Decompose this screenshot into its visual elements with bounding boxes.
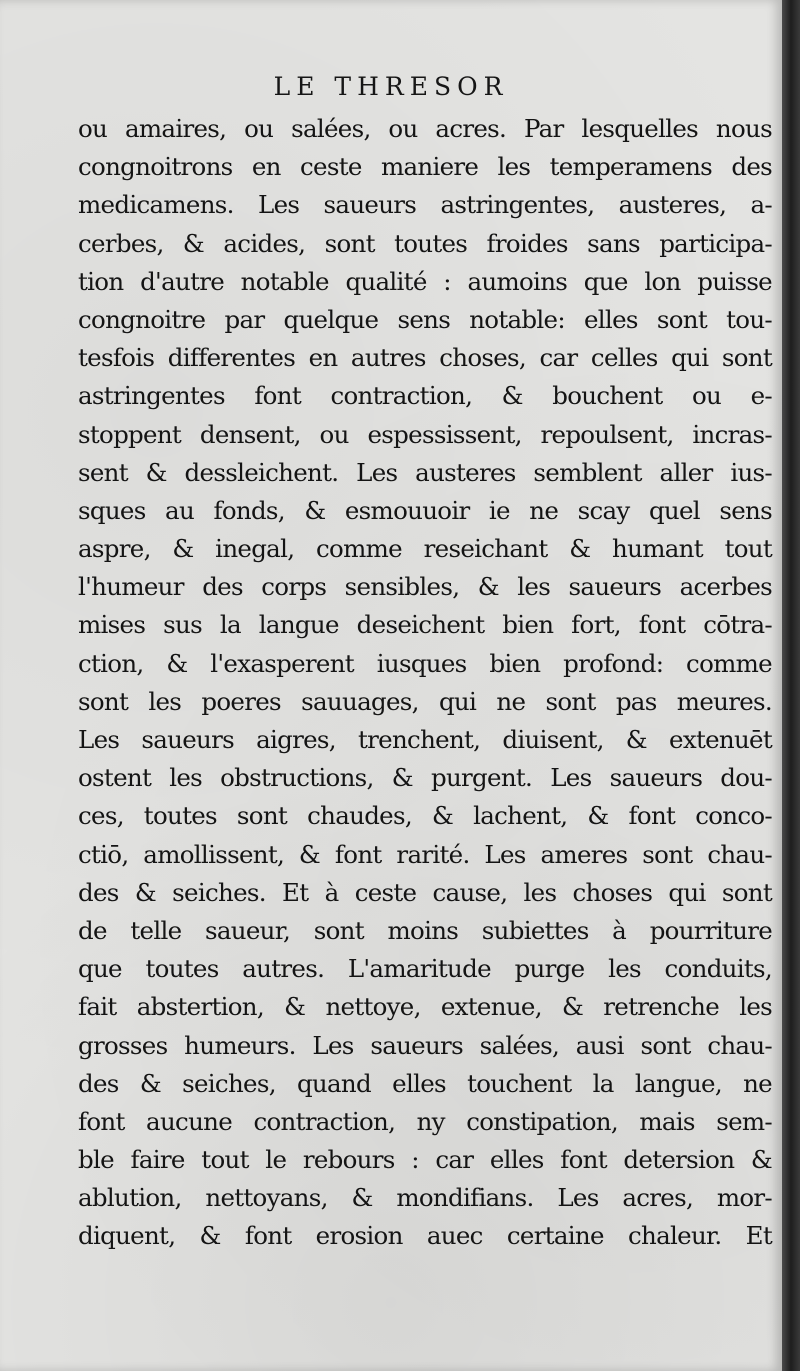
text-line: l'humeur des corps sensibles, & les saueurs acerbes bbox=[78, 572, 772, 602]
text-line: sent & dessleichent. Les austeres semblent aller ius- bbox=[78, 457, 772, 487]
text-line: congnoitre par quelque sens notable: elles sont tou- bbox=[78, 304, 772, 334]
text-line: sont les poeres sauuages, qui ne sont pas meures. bbox=[78, 686, 772, 716]
text-line: tesfois differentes en autres choses, car celles qui sont bbox=[78, 343, 772, 373]
text-line: congnoitrons en ceste maniere les temperamens des bbox=[78, 152, 772, 182]
text-line: mises sus la langue deseichent bien fort, font cōtra- bbox=[78, 610, 772, 640]
text-line: medicamens. Les saueurs astringentes, austeres, a- bbox=[78, 190, 772, 220]
text-line: Les saueurs aigres, trenchent, diuisent, & extenuēt bbox=[78, 725, 772, 754]
text-line: grosses humeurs. Les saueurs salées, ausi sont chau- bbox=[78, 1030, 772, 1060]
running-head: LE THRESOR bbox=[273, 72, 509, 101]
text-line: astringentes font contraction, & bouchent ou e- bbox=[78, 381, 772, 411]
text-line: aspre, & inegal, comme reseichant & humant tout bbox=[78, 534, 772, 564]
text-line: diquent, & font erosion auec certaine chaleur. Et bbox=[78, 1221, 772, 1251]
text-line: ble faire tout le rebours : car elles font detersion & bbox=[78, 1145, 772, 1175]
text-line: que toutes autres. L'amaritude purge les conduits, bbox=[78, 954, 772, 984]
text-line: de telle saueur, sont moins subiettes à pourriture bbox=[78, 915, 772, 945]
text-line: font aucune contraction, ny constipation, mais sem- bbox=[78, 1106, 772, 1136]
text-line: ction, & l'exasperent iusques bien profond: comme bbox=[78, 648, 772, 678]
text-line: des & seiches, quand elles touchent la langue, ne bbox=[78, 1068, 772, 1098]
text-line: sques au fonds, & esmouuoir ie ne scay quel sens bbox=[78, 495, 772, 525]
text-line: stoppent densent, ou espessissent, repoulsent, incras- bbox=[78, 419, 772, 449]
text-line: ablution, nettoyans, & mondifians. Les acres, mor- bbox=[78, 1183, 772, 1213]
text-line: ostent les obstructions, & purgent. Les saueurs dou- bbox=[78, 763, 772, 793]
text-line: des & seiches. Et à ceste cause, les choses qui sont bbox=[78, 877, 772, 907]
body-text bbox=[78, 110, 772, 1256]
binding-gutter bbox=[782, 0, 800, 1371]
text-line: tion d'autre notable qualité : aumoins que lon puisse bbox=[78, 266, 772, 296]
text-line: cerbes, & acides, sont toutes froides sans participa- bbox=[78, 228, 772, 258]
text-line: ctiō, amollissent, & font rarité. Les ameres sont chau- bbox=[78, 839, 772, 869]
text-line: ou amaires, ou salées, ou acres. Par lesquelles nous bbox=[78, 114, 772, 143]
text-line: ces, toutes sont chaudes, & lachent, & font conco- bbox=[78, 801, 772, 831]
text-line: fait abstertion, & nettoye, extenue, & retrenche les bbox=[78, 992, 772, 1022]
